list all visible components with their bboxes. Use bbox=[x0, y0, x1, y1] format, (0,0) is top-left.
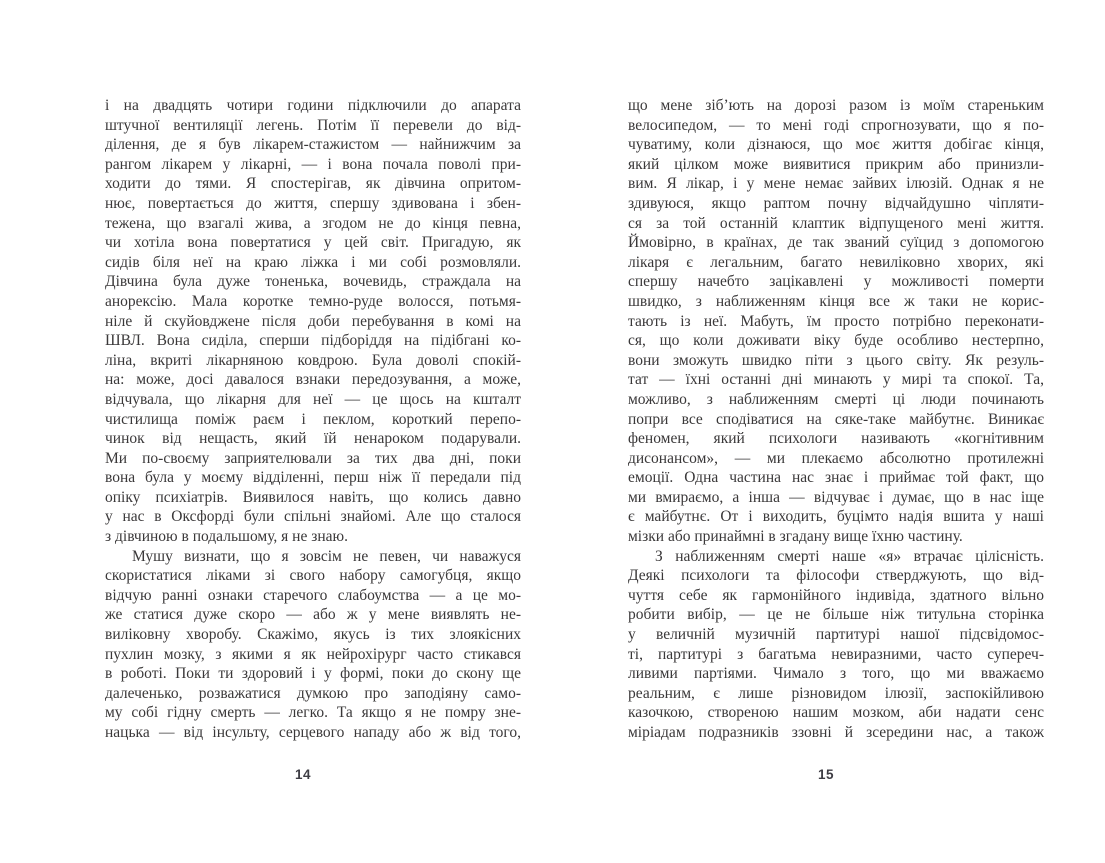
paragraph bbox=[105, 547, 521, 743]
text-line: що мене зіб’ють на дорозі разом із моїм стареньким bbox=[628, 97, 1044, 114]
text-line: на: може, досі давалося взнаки передозування, а може, bbox=[105, 371, 521, 389]
text-line: мізки або принаймні в згадану вище їхню частину. bbox=[628, 528, 963, 546]
text-line: опіку психіатрів. Виявилося навіть, що колись давно bbox=[105, 488, 521, 506]
page-left-text bbox=[105, 96, 521, 743]
text-line: ливими партіями. Чимало з того, що ми вважаємо bbox=[628, 665, 1044, 683]
text-line: чуття себе як гармонійного індивіда, здатного вільно bbox=[628, 586, 1044, 604]
text-line: є майбутнє. От і виходить, буцімто надія вшита у наші bbox=[628, 508, 1044, 526]
text-line: тають із неї. Мабуть, їм просто потрібно переконати- bbox=[628, 312, 1044, 330]
text-line: здивуюся, якщо раптом почну відчайдушно чіпляти- bbox=[628, 194, 1044, 212]
text-line: у нас в Оксфорді були спільні знайомі. Але що сталося bbox=[105, 508, 521, 526]
page-right-text bbox=[628, 96, 1044, 743]
text-line: нацька — від інсульту, серцевого нападу або ж від того, bbox=[105, 724, 521, 741]
text-line: з дівчиною в подальшому, я не знаю. bbox=[105, 528, 348, 546]
text-line: лікаря є легальним, багато невиліковно хворих, які bbox=[628, 253, 1044, 271]
text-line: нює, повертається до життя, спершу здивована і збен- bbox=[105, 194, 521, 212]
text-line: ся за той останній клаптик відпущеного мені життя. bbox=[628, 214, 1044, 232]
text-line: у величній музичній партитурі нашої підсвідомос- bbox=[628, 626, 1044, 644]
text-line: велосипедом, — то мені годі спрогнозувати, що я по- bbox=[628, 116, 1044, 134]
text-line: ділення, де я був лікарем-стажистом — найнижчим за bbox=[105, 136, 521, 154]
text-line: вони зможуть швидко піти з цього світу. Як резуль- bbox=[628, 351, 1044, 369]
text-line: же статися дуже скоро — або ж у мене виявлять не- bbox=[105, 606, 521, 624]
text-line: рангом лікарем у лікарні, — і вона почала поволі при- bbox=[105, 155, 521, 173]
text-line: сидів біля неї на краю ліжка і ми собі розмовляли. bbox=[105, 253, 521, 271]
text-line: попри все сподіватися на сяке-таке майбутнє. Виникає bbox=[628, 410, 1044, 428]
text-line: тежена, що взагалі жива, а згодом не до кінця певна, bbox=[105, 214, 521, 232]
text-line: ся, що коли доживати віку буде особливо нестерпно, bbox=[628, 332, 1044, 350]
text-line: швидко, з наближенням кінця все ж таки не корис- bbox=[628, 292, 1044, 310]
text-line: вона була у моєму відділенні, перш ніж її передали під bbox=[105, 469, 521, 487]
text-line: робити вибір, — це не більше ніж титульна сторінка bbox=[628, 606, 1044, 624]
text-line: тат — їхні останні дні минають у мирі та спокої. Та, bbox=[628, 371, 1044, 389]
text-line: реальним, є лише різновидом ілюзії, заспокійливою bbox=[628, 684, 1044, 702]
text-line: ліна, вкриті лікарняною ковдрою. Була доволі спокій- bbox=[105, 351, 521, 369]
text-line: анорексію. Мала коротке темно-руде волосся, потьмя- bbox=[105, 292, 521, 310]
paragraph bbox=[105, 96, 521, 547]
text-line: чинок від нещасть, який їй ненароком подарували. bbox=[105, 430, 521, 448]
text-line: в роботі. Поки ти здоровий і у формі, поки до скону ще bbox=[105, 665, 521, 683]
text-line: казочкою, створеною нашим мозком, аби надати сенс bbox=[628, 704, 1044, 722]
text-line: дисонансом», — ми плекаємо абсолютно протилежні bbox=[628, 449, 1044, 467]
text-line: Деякі психологи та філософи стверджують, що від- bbox=[628, 567, 1044, 585]
text-line: чи хотіла вона повертатися у цей світ. Пригадую, як bbox=[105, 234, 521, 252]
text-line: і на двадцять чотири години підключили до апарата bbox=[105, 97, 521, 114]
text-line: чистилища поміж раєм і пеклом, короткий перепо- bbox=[105, 410, 521, 428]
text-line: скористатися ліками зі свого набору самогубця, якщо bbox=[105, 567, 521, 585]
text-line: ті, партитурі з багатьма невиразними, часто супереч- bbox=[628, 645, 1044, 663]
text-line: пухлин мозку, з якими я як нейрохірург часто стикався bbox=[105, 645, 521, 663]
text-line: міріадам подразників ззовні й зсередини нас, а також bbox=[628, 724, 1044, 741]
text-line: емоції. Одна частина нас знає і приймає той факт, що bbox=[628, 469, 1044, 487]
text-line: ніле й скуйовджене після доби перебування в комі на bbox=[105, 312, 521, 330]
text-line: відчувала, що лікарня для неї — це щось на кшталт bbox=[105, 390, 521, 408]
text-line: Ймовірно, в країнах, де так званий суїцид з допомогою bbox=[628, 234, 1044, 252]
page-number-right: 15 bbox=[817, 767, 835, 782]
text-line: Ми по-своєму заприятелювали за тих два дні, поки bbox=[105, 449, 521, 467]
text-line: який цілком може виявитися прикрим або принизли- bbox=[628, 155, 1044, 173]
text-line: спершу начебто зацікавлені у можливості померти bbox=[628, 273, 1044, 291]
text-line: ШВЛ. Вона сиділа, сперши підборіддя на підібгані ко- bbox=[105, 332, 521, 350]
text-line: феномен, який психологи називають «когнітивним bbox=[628, 430, 1044, 448]
text-line: виліковну хворобу. Скажімо, якусь із тих злоякісних bbox=[105, 626, 521, 644]
text-line: му собі гідну смерть — легко. Та якщо я не помру зне- bbox=[105, 704, 521, 722]
paragraph bbox=[628, 547, 1044, 743]
paragraph bbox=[628, 96, 1044, 547]
page-left bbox=[105, 0, 521, 863]
text-line: вим. Я лікар, і у мене немає зайвих ілюзій. Однак я не bbox=[628, 175, 1044, 193]
page-right bbox=[628, 0, 1044, 863]
text-line: ми вмираємо, а інша — відчуває і думає, що в нас іще bbox=[628, 488, 1044, 506]
text-line: ходити до тями. Я спостерігав, як дівчина опритом- bbox=[105, 175, 521, 193]
page-number-left: 14 bbox=[294, 767, 312, 782]
text-line: З наближенням смерті наше «я» втрачає цілісність. bbox=[655, 547, 1044, 565]
text-line: можливо, з наближенням смерті ці люди починають bbox=[628, 390, 1044, 408]
text-line: Мушу визнати, що я зовсім не певен, чи наважуся bbox=[132, 547, 521, 565]
text-line: відчую ранні ознаки старечого слабоумства — а це мо- bbox=[105, 586, 521, 604]
text-line: далеченько, розважатися думкою про заподіяну само- bbox=[105, 684, 521, 702]
text-line: штучної вентиляції легень. Потім її перевели до від- bbox=[105, 116, 521, 134]
text-line: Дівчина була дуже тоненька, вочевидь, страждала на bbox=[105, 273, 521, 291]
text-line: чуватиму, коли дізнаюся, що моє життя добігає кінця, bbox=[628, 136, 1044, 154]
